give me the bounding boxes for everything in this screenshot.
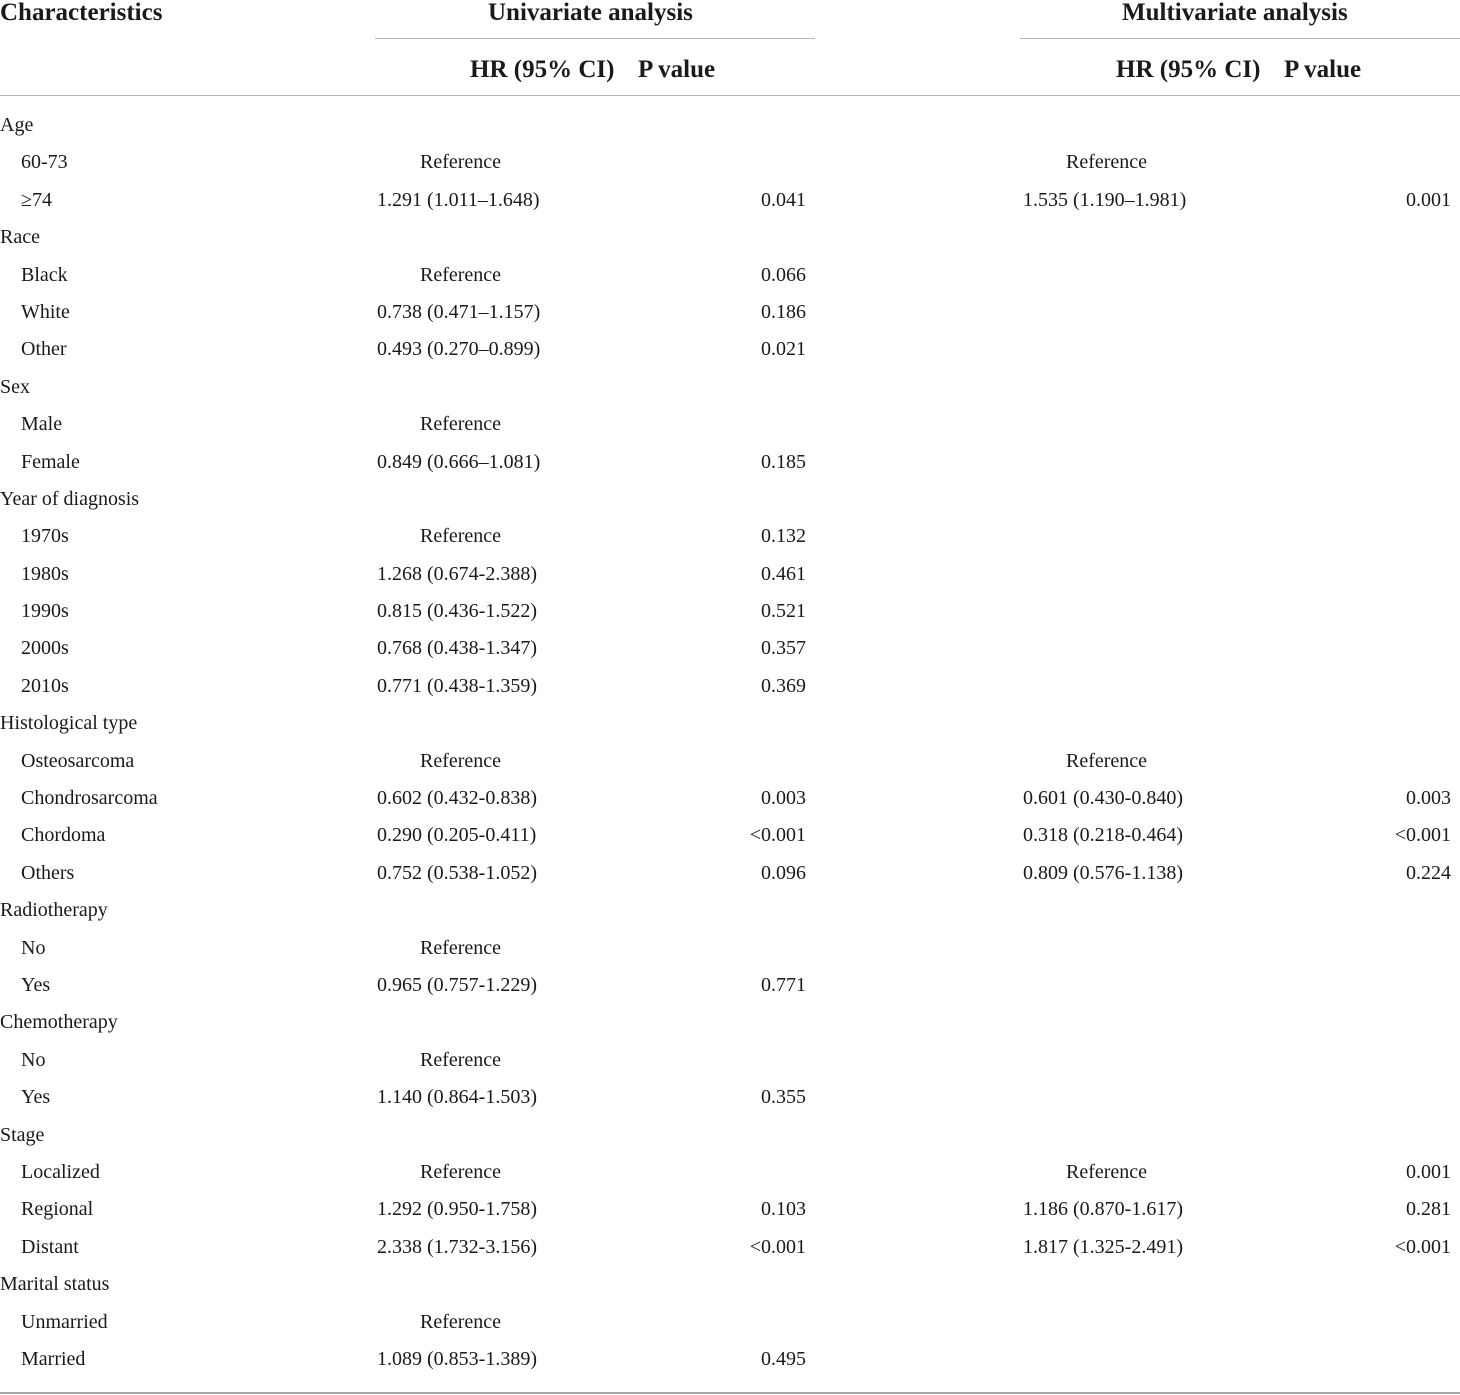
table-group-row <box>0 481 1460 518</box>
multivariate-hr-cell: 1.186 (0.870-1.617) <box>1023 1198 1183 1221</box>
multivariate-hr-cell: Reference <box>1066 151 1148 174</box>
characteristic-label: Yes <box>21 973 51 996</box>
characteristic-label: 2000s <box>21 637 69 660</box>
group-label: Age <box>0 114 34 136</box>
univariate-hr-cell: 0.738 (0.471–1.157) <box>377 300 541 323</box>
multivariate-hr-header: HR (95% CI) <box>1116 56 1261 83</box>
univariate-hr-header: HR (95% CI) <box>470 56 615 83</box>
characteristics-header: Characteristics <box>0 0 163 26</box>
table-row <box>0 743 1460 780</box>
header-bottom-rule <box>0 95 1460 96</box>
table-row <box>0 556 1460 593</box>
multivariate-p-cell: 0.001 <box>1406 188 1451 211</box>
characteristic-label: Others <box>21 861 75 884</box>
table-row <box>0 855 1460 892</box>
univariate-hr-cell: 0.290 (0.205-0.411) <box>377 824 537 847</box>
characteristic-label: Osteosarcoma <box>21 749 135 772</box>
univariate-hr-cell: Reference <box>420 749 502 772</box>
group-label: Sex <box>0 375 30 398</box>
univariate-hr-cell: 0.768 (0.438-1.347) <box>377 637 537 660</box>
multivariate-p-cell: 0.003 <box>1406 787 1451 810</box>
table-row <box>0 967 1460 1004</box>
table-row <box>0 1229 1460 1266</box>
characteristic-label: 1970s <box>21 525 69 548</box>
table-body <box>0 107 1460 1378</box>
characteristic-label: Localized <box>21 1160 100 1183</box>
table-row <box>0 930 1460 967</box>
group-label: Chemotherapy <box>0 1011 118 1034</box>
multivariate-p-cell: <0.001 <box>1394 1235 1451 1258</box>
multivariate-p-cell: 0.224 <box>1406 861 1451 884</box>
univariate-hr-cell: 0.849 (0.666–1.081) <box>377 450 541 473</box>
table-row <box>0 406 1460 443</box>
univariate-p-cell: 0.041 <box>761 188 806 211</box>
characteristic-label: ≥74 <box>21 188 52 211</box>
group-label: Race <box>0 226 40 249</box>
table-row <box>0 182 1460 219</box>
table-row <box>0 144 1460 181</box>
univariate-p-cell: 0.003 <box>761 787 806 810</box>
characteristic-label: 2010s <box>21 674 69 697</box>
table-row <box>0 444 1460 481</box>
univariate-underline <box>375 38 815 39</box>
univariate-hr-cell: Reference <box>420 151 502 174</box>
table-group-row <box>0 107 1460 144</box>
characteristic-label: Male <box>21 413 63 436</box>
multivariate-hr-cell: 0.809 (0.576-1.138) <box>1023 861 1183 884</box>
table-row <box>0 630 1460 667</box>
univariate-hr-cell: 1.140 (0.864-1.503) <box>377 1086 537 1109</box>
table-group-row <box>0 1004 1460 1041</box>
univariate-p-cell: 0.461 <box>761 562 806 585</box>
table-row <box>0 1304 1460 1341</box>
univariate-p-cell: 0.355 <box>761 1086 806 1109</box>
univariate-header: Univariate analysis <box>488 0 693 26</box>
univariate-hr-cell: Reference <box>420 413 502 436</box>
multivariate-p-cell: 0.281 <box>1406 1198 1451 1221</box>
univariate-hr-cell: 1.089 (0.853-1.389) <box>377 1347 537 1370</box>
table-row <box>0 518 1460 555</box>
group-label: Stage <box>0 1123 45 1146</box>
multivariate-hr-cell: Reference <box>1066 749 1148 772</box>
multivariate-hr-cell: 0.318 (0.218-0.464) <box>1023 824 1183 847</box>
univariate-p-cell: 0.495 <box>761 1347 806 1370</box>
characteristic-label: White <box>21 300 70 323</box>
univariate-hr-cell: 0.965 (0.757-1.229) <box>377 973 537 996</box>
characteristic-label: 1980s <box>21 562 69 585</box>
univariate-p-cell: 0.369 <box>761 674 806 697</box>
characteristic-label: Married <box>21 1347 86 1370</box>
table-row <box>0 257 1460 294</box>
univariate-p-header: P value <box>638 56 716 83</box>
univariate-hr-cell: 0.815 (0.436-1.522) <box>377 600 537 623</box>
table-row <box>0 1079 1460 1116</box>
characteristic-label: Regional <box>21 1198 94 1221</box>
table-group-row <box>0 369 1460 406</box>
table-group-row <box>0 705 1460 742</box>
characteristic-label: Unmarried <box>21 1310 108 1333</box>
univariate-p-cell: 0.186 <box>761 300 806 323</box>
univariate-p-cell: 0.357 <box>761 637 806 660</box>
univariate-hr-cell: 1.292 (0.950-1.758) <box>377 1198 537 1221</box>
table-row <box>0 1191 1460 1228</box>
multivariate-p-cell: 0.001 <box>1406 1160 1451 1183</box>
univariate-p-cell: <0.001 <box>749 1235 806 1258</box>
univariate-hr-cell: 2.338 (1.732-3.156) <box>377 1235 537 1258</box>
univariate-hr-cell: Reference <box>420 1048 502 1071</box>
table-bottom-rule <box>0 1392 1460 1394</box>
univariate-p-cell: 0.185 <box>761 450 806 473</box>
univariate-p-cell: <0.001 <box>749 824 806 847</box>
univariate-hr-cell: Reference <box>420 936 502 959</box>
multivariate-hr-cell: Reference <box>1066 1160 1148 1183</box>
multivariate-header: Multivariate analysis <box>1122 0 1348 26</box>
univariate-p-cell: 0.771 <box>761 973 806 996</box>
table-row <box>0 593 1460 630</box>
characteristic-label: Other <box>21 338 67 361</box>
multivariate-p-header: P value <box>1284 56 1362 83</box>
group-label: Histological type <box>0 712 138 735</box>
table-group-row <box>0 219 1460 256</box>
multivariate-hr-cell: 1.817 (1.325-2.491) <box>1023 1235 1183 1258</box>
table-row <box>0 668 1460 705</box>
univariate-hr-cell: 0.771 (0.438-1.359) <box>377 674 537 697</box>
table-row <box>0 294 1460 331</box>
characteristic-label: No <box>21 936 46 959</box>
univariate-hr-cell: 1.291 (1.011–1.648) <box>377 188 540 211</box>
table-row <box>0 1341 1460 1378</box>
table-row <box>0 331 1460 368</box>
univariate-p-cell: 0.096 <box>761 861 806 884</box>
group-label: Marital status <box>0 1273 110 1296</box>
group-label: Year of diagnosis <box>0 487 140 510</box>
characteristic-label: No <box>21 1048 46 1071</box>
characteristic-label: Black <box>21 263 68 286</box>
group-label: Radiotherapy <box>0 899 108 922</box>
characteristic-label: 1990s <box>21 600 69 623</box>
univariate-hr-cell: 0.752 (0.538-1.052) <box>377 861 537 884</box>
univariate-hr-cell: Reference <box>420 525 502 548</box>
characteristic-label: Chordoma <box>21 824 106 847</box>
univariate-p-cell: 0.103 <box>761 1198 806 1221</box>
table-group-row <box>0 1117 1460 1154</box>
univariate-p-cell: 0.021 <box>761 338 806 361</box>
characteristic-label: Chondrosarcoma <box>21 787 158 810</box>
univariate-hr-cell: 1.268 (0.674-2.388) <box>377 562 537 585</box>
characteristic-label: 60-73 <box>21 151 68 174</box>
multivariate-p-cell: <0.001 <box>1394 824 1451 847</box>
characteristic-label: Female <box>21 450 80 473</box>
table-row <box>0 780 1460 817</box>
univariate-p-cell: 0.521 <box>761 600 806 623</box>
table-group-row <box>0 1266 1460 1303</box>
table-row <box>0 817 1460 854</box>
univariate-p-cell: 0.066 <box>761 263 806 286</box>
univariate-hr-cell: Reference <box>420 1160 502 1183</box>
table-row <box>0 1042 1460 1079</box>
univariate-hr-cell: Reference <box>420 263 502 286</box>
table-row <box>0 1154 1460 1191</box>
univariate-hr-cell: 0.493 (0.270–0.899) <box>377 338 541 361</box>
table-group-row <box>0 892 1460 929</box>
multivariate-hr-cell: 0.601 (0.430-0.840) <box>1023 787 1183 810</box>
characteristic-label: Yes <box>21 1086 51 1109</box>
multivariate-hr-cell: 1.535 (1.190–1.981) <box>1023 188 1187 211</box>
univariate-hr-cell: Reference <box>420 1310 502 1333</box>
univariate-p-cell: 0.132 <box>761 525 806 548</box>
multivariate-underline <box>1020 38 1460 39</box>
univariate-hr-cell: 0.602 (0.432-0.838) <box>377 787 537 810</box>
characteristic-label: Distant <box>21 1235 79 1258</box>
